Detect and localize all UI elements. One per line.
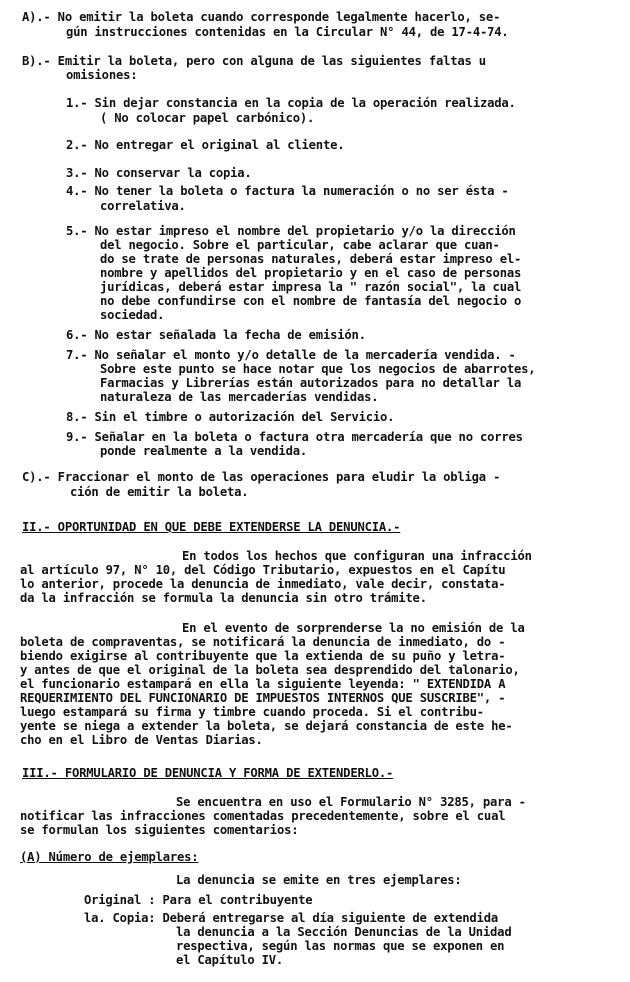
text-line: (A) Número de ejemplares:	[20, 850, 199, 864]
text-line: III.- FORMULARIO DE DENUNCIA Y FORMA DE EXTENDERLO.-	[22, 766, 394, 780]
text-line: II.- OPORTUNIDAD EN QUE DEBE EXTENDERSE LA DENUNCIA.-	[22, 520, 401, 534]
text-line: se formulan los siguientes comentarios:	[20, 823, 299, 837]
text-line: no debe confundirse con el nombre de fantasía del negocio o	[100, 294, 522, 308]
text-line: 8.- Sin el timbre o autorización del Servicio.	[66, 410, 395, 424]
text-line: del negocio. Sobre el particular, cabe aclarar que cuan-	[100, 238, 500, 252]
text-line: jurídicas, deberá estar impresa la " razón social", la cual	[100, 280, 522, 294]
text-line: cho en el Libro de Ventas Diarias.	[20, 733, 263, 747]
text-line: En todos los hechos que configuran una infracción	[182, 549, 532, 563]
text-line: do se trate de personas naturales, deberá estar impreso el-	[100, 252, 522, 266]
text-line: La denuncia se emite en tres ejemplares:	[176, 873, 462, 887]
text-line: 6.- No estar señalada la fecha de emisión.	[66, 328, 366, 342]
text-line: correlativa.	[100, 199, 186, 213]
text-line: al artículo 97, N° 10, del Código Tributario, expuestos en el Capítu	[20, 563, 506, 577]
text-line: y antes de que el original de la boleta sea desprendido del talonario,	[20, 663, 520, 677]
text-line: lo anterior, procede la denuncia de inmediato, vale decir, constata-	[20, 577, 506, 591]
text-line: 1.- Sin dejar constancia en la copia de la operación realizada.	[66, 96, 516, 110]
text-line: 2.- No entregar el original al cliente.	[66, 138, 345, 152]
text-line: C).- Fraccionar el monto de las operaciones para eludir la obliga -	[22, 470, 501, 484]
text-line: naturaleza de las mercaderías vendidas.	[100, 390, 379, 404]
text-line: ponde realmente a la vendida.	[100, 444, 307, 458]
text-line: 7.- No señalar el monto y/o detalle de la mercadería vendida. -	[66, 348, 516, 362]
text-line: sociedad.	[100, 308, 165, 322]
text-line: 3.- No conservar la copia.	[66, 166, 252, 180]
text-line: da la infracción se formula la denuncia sin otro trámite.	[20, 591, 427, 605]
text-line: la denuncia a la Sección Denuncias de la Unidad	[176, 925, 512, 939]
text-line: ción de emitir la boleta.	[70, 485, 249, 499]
text-line: boleta de compraventas, se notificará la denuncia de inmediato, do -	[20, 635, 506, 649]
text-line: respectiva, según las normas que se exponen en	[176, 939, 505, 953]
text-line: REQUERIMIENTO DEL FUNCIONARIO DE IMPUESTOS INTERNOS QUE SUSCRIBE", -	[20, 691, 506, 705]
text-line: omisiones:	[66, 68, 138, 82]
text-line: gún instrucciones contenidas en la Circular N° 44, de 17-4-74.	[66, 25, 509, 39]
text-line: yente se niega a extender la boleta, se dejará constancia de este he-	[20, 719, 513, 733]
text-line: luego estampará su firma y timbre cuando proceda. Si el contribu-	[20, 705, 484, 719]
text-line: En el evento de sorprenderse la no emisión de la	[182, 621, 525, 635]
text-line: B).- Emitir la boleta, pero con alguna de las siguientes faltas u	[22, 54, 486, 68]
text-line: el funcionario estampará en ella la siguiente leyenda: " EXTENDIDA A	[20, 677, 506, 691]
text-line: Original : Para el contribuyente	[84, 893, 313, 907]
text-line: ( No colocar papel carbónico).	[100, 111, 315, 125]
text-line: A).- No emitir la boleta cuando corresponde legalmente hacerlo, se-	[22, 10, 501, 24]
text-line: Se encuentra en uso el Formulario N° 3285, para -	[176, 795, 526, 809]
text-line: el Capítulo IV.	[176, 953, 284, 967]
text-line: notificar las infracciones comentadas precedentemente, sobre el cual	[20, 809, 506, 823]
text-line: Farmacias y Librerías están autorizados para no detallar la	[100, 376, 522, 390]
text-line: nombre y apellidos del propietario y en el caso de personas	[100, 266, 522, 280]
text-line: 4.- No tener la boleta o factura la numeración o no ser ésta -	[66, 184, 509, 198]
text-line: biendo exigirse al contribuyente que la extienda de su puño y letra-	[20, 649, 506, 663]
text-line: 5.- No estar impreso el nombre del propietario y/o la dirección	[66, 224, 516, 238]
text-line: 9.- Señalar en la boleta o factura otra mercadería que no corres	[66, 430, 523, 444]
text-line: Sobre este punto se hace notar que los negocios de abarrotes,	[100, 362, 536, 376]
text-line: la. Copia: Deberá entregarse al día siguiente de extendida	[84, 911, 498, 925]
